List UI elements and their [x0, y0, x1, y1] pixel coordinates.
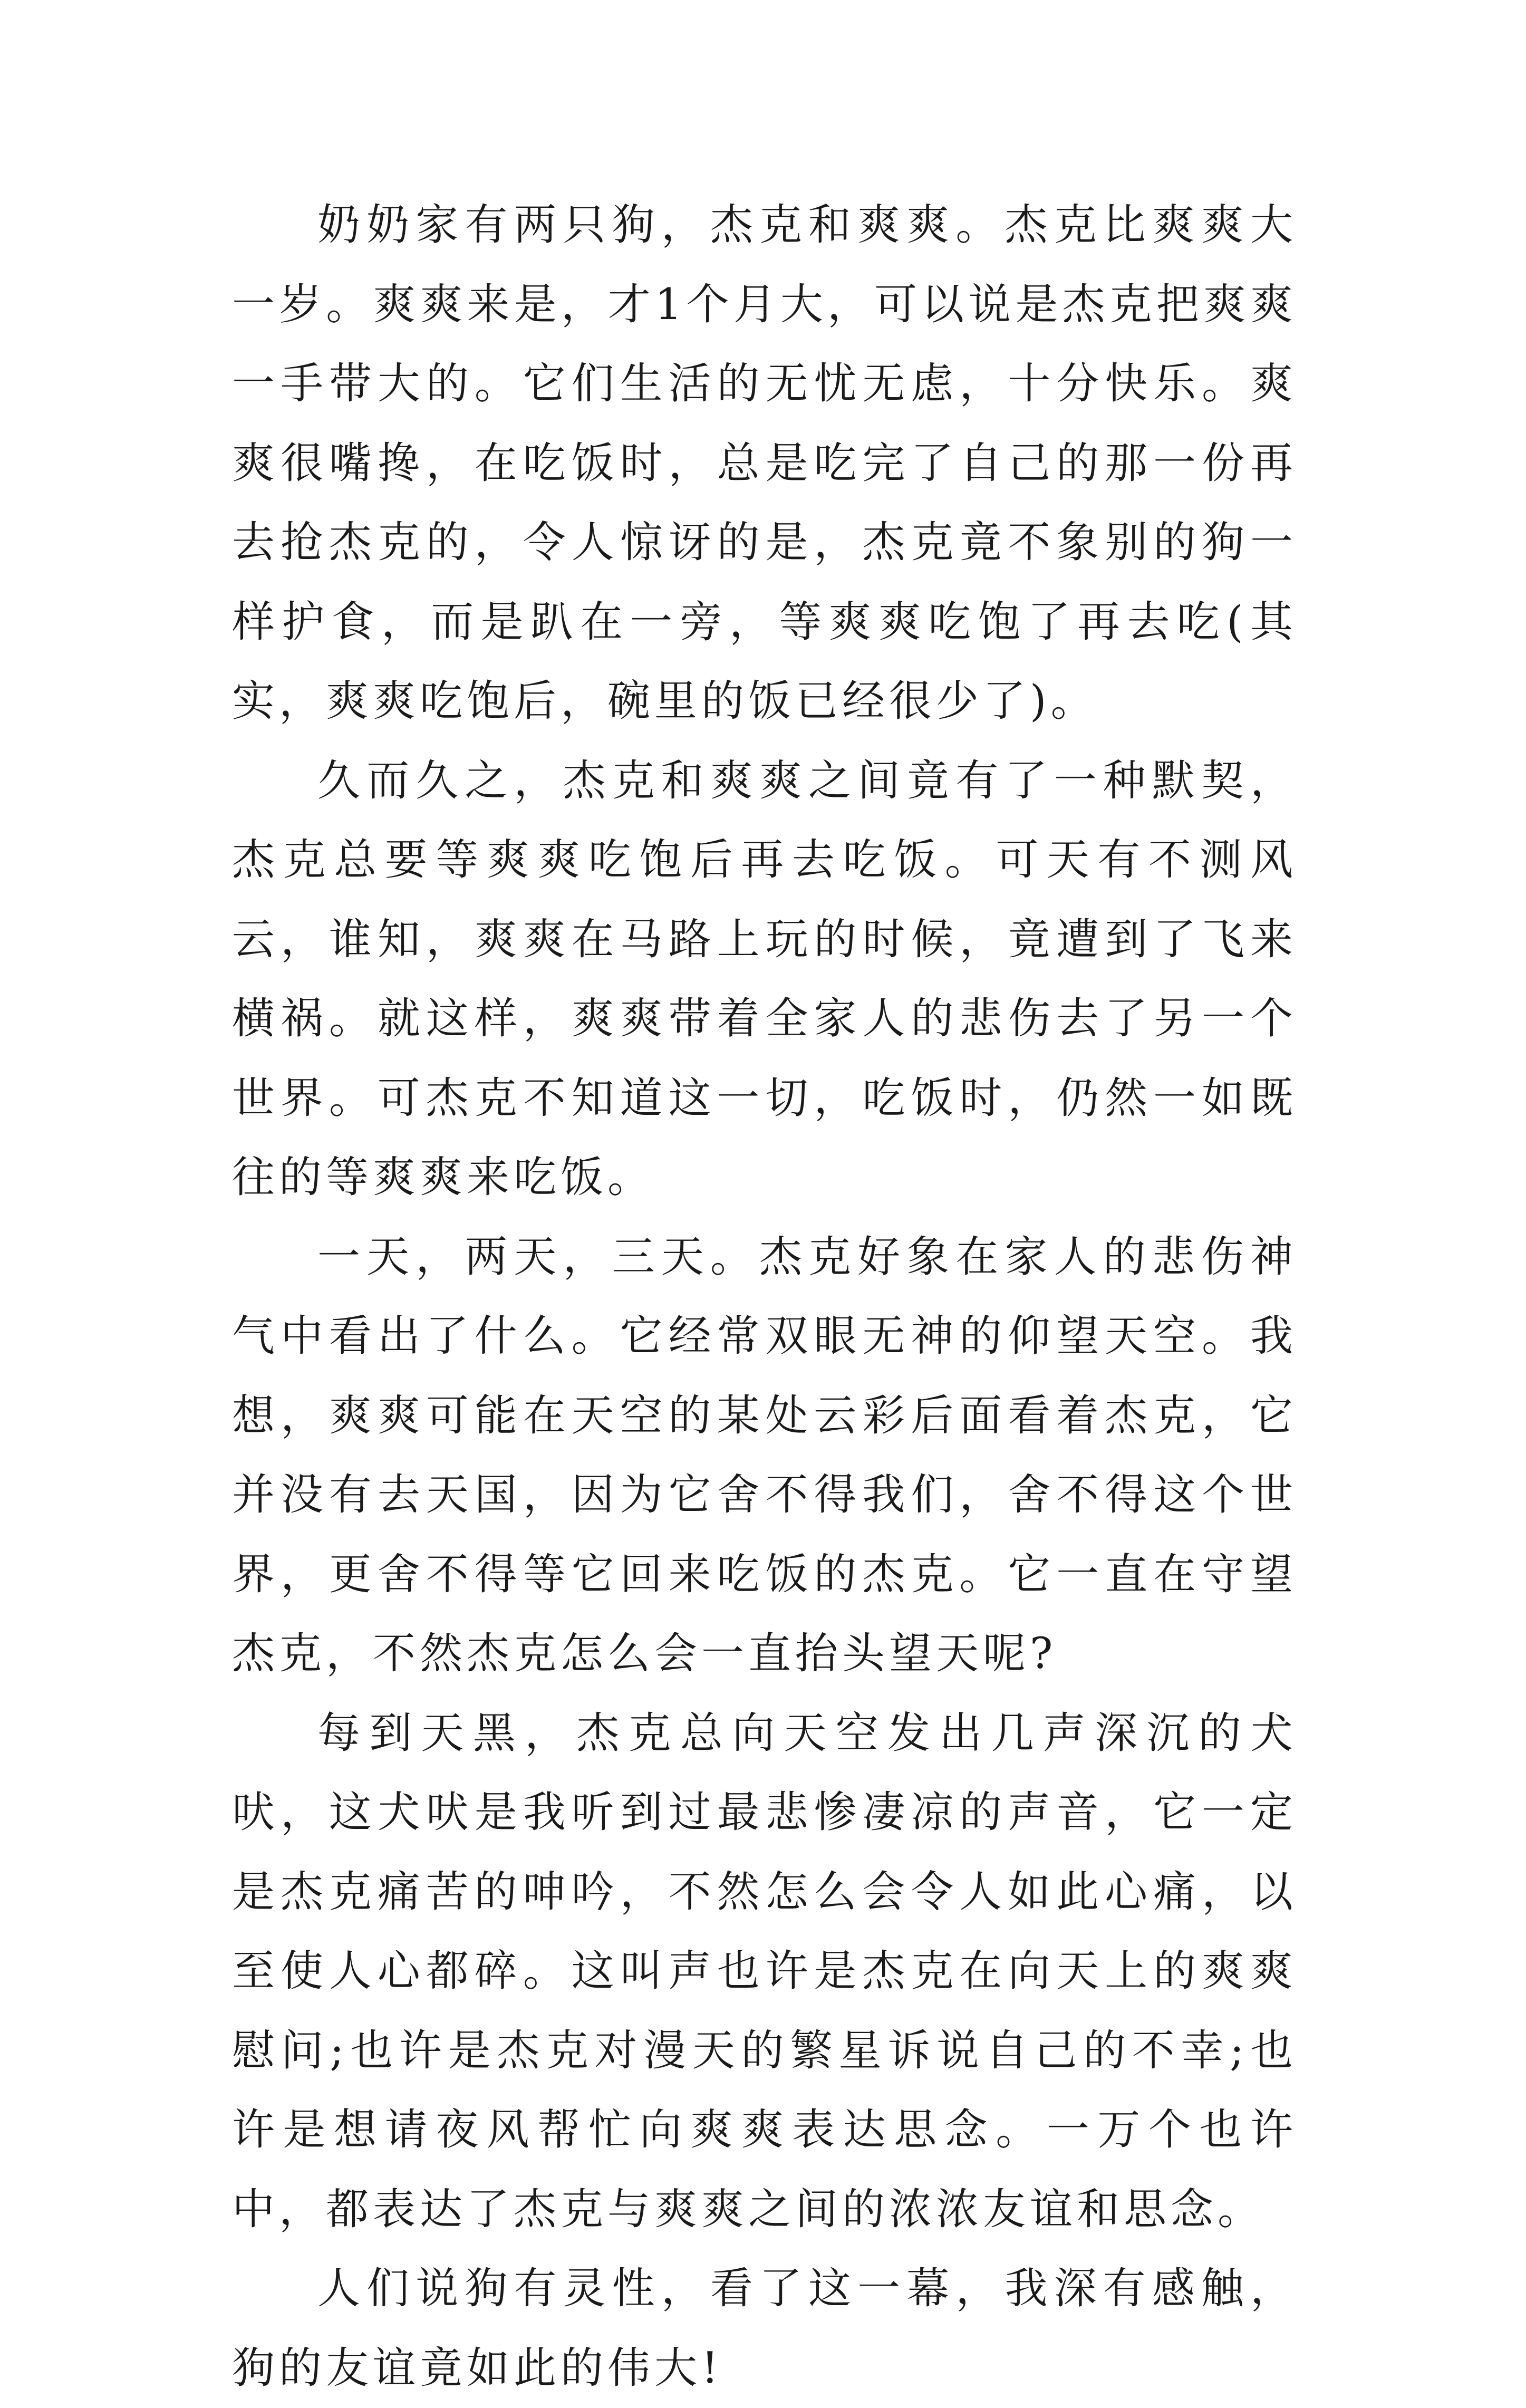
- paragraph-1: 奶奶家有两只狗，杰克和爽爽。杰克比爽爽大一岁。爽爽来是，才1个月大，可以说是杰克把爽爽一手带大的。它们生活的无忧无虑，十分快乐。爽爽很嘴搀，在吃饭时，总是吃完了自己的那一份再去抢杰克的，令人惊讶的是，杰克竟不象别的狗一样护食，而是趴在一旁，等爽爽吃饱了再去吃(其实，爽爽吃饱后，碗里的饭已经很少了)。: [232, 200, 1297, 726]
- paragraph-4: 每到天黑，杰克总向天空发出几声深沉的犬吠，这犬吠是我听到过最悲惨凄凉的声音，它一定是杰克痛苦的呻吟，不然怎么会令人如此心痛，以至使人心都碎。这叫声也许是杰克在向天上的爽爽慰问;也许是杰克对漫天的繁星诉说自己的不幸;也许是想请夜风帮忙向爽爽表达思念。一万个也许中，都表达了杰克与爽爽之间的浓浓友谊和思念。: [232, 1708, 1297, 2234]
- paragraph-3: 一天，两天，三天。杰克好象在家人的悲伤神气中看出了什么。它经常双眼无神的仰望天空。我想，爽爽可能在天空的某处云彩后面看着杰克，它并没有去天国，因为它舍不得我们，舍不得这个世界，更舍不得等它回来吃饭的杰克。它一直在守望杰克，不然杰克怎么会一直抬头望天呢?: [232, 1232, 1297, 1679]
- essay-body: [232, 186, 1297, 2408]
- paragraph-5: 人们说狗有灵性，看了这一幕，我深有感触，狗的友谊竟如此的伟大!: [232, 2264, 1297, 2393]
- paragraph-2: 久而久之，杰克和爽爽之间竟有了一种默契，杰克总要等爽爽吃饱后再去吃饭。可天有不测风云，谁知，爽爽在马路上玩的时候，竟遭到了飞来横祸。就这样，爽爽带着全家人的悲伤去了另一个世界。可杰克不知道这一切，吃饭时，仍然一如既往的等爽爽来吃饭。: [232, 756, 1297, 1202]
